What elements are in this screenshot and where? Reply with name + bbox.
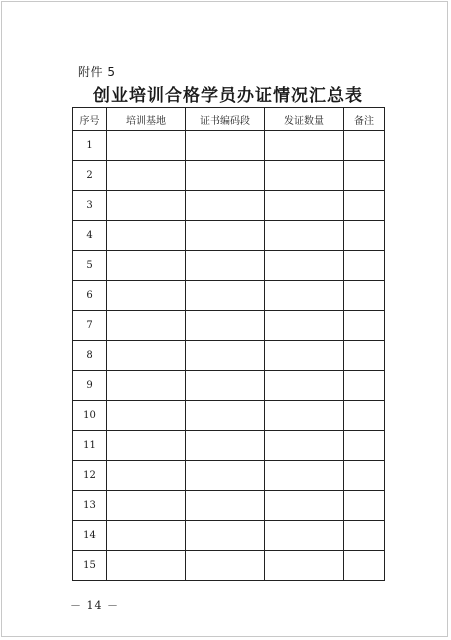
cell-training-base <box>107 221 186 251</box>
cell-cert-range <box>186 551 265 581</box>
table-row <box>73 431 385 461</box>
table-row <box>73 551 385 581</box>
cell-cert-range <box>186 131 265 161</box>
cell-note <box>344 551 385 581</box>
cell-cert-range <box>186 191 265 221</box>
cell-cert-range <box>186 521 265 551</box>
cell-issued-count <box>265 401 344 431</box>
cell-cert-range <box>186 221 265 251</box>
table-row <box>73 251 385 281</box>
cell-training-base <box>107 341 186 371</box>
cell-cert-range <box>186 461 265 491</box>
table-row <box>73 221 385 251</box>
cell-issued-count <box>265 281 344 311</box>
table-row <box>73 191 385 221</box>
cell-issued-count <box>265 551 344 581</box>
cell-note <box>344 521 385 551</box>
cell-training-base <box>107 311 186 341</box>
cell-no: 1 <box>73 131 107 161</box>
cell-issued-count <box>265 221 344 251</box>
table-row <box>73 461 385 491</box>
header-training-base: 培训基地 <box>107 108 186 131</box>
cell-note <box>344 131 385 161</box>
cell-cert-range <box>186 251 265 281</box>
cell-issued-count <box>265 491 344 521</box>
cell-no: 3 <box>73 191 107 221</box>
cell-cert-range <box>186 161 265 191</box>
cell-no: 10 <box>73 401 107 431</box>
cell-training-base <box>107 161 186 191</box>
cell-no: 14 <box>73 521 107 551</box>
cell-note <box>344 191 385 221</box>
summary-table <box>72 107 385 581</box>
cell-no: 4 <box>73 221 107 251</box>
cell-no: 5 <box>73 251 107 281</box>
cell-note <box>344 491 385 521</box>
cell-training-base <box>107 491 186 521</box>
cell-no: 8 <box>73 341 107 371</box>
page-number: － 14 － <box>70 599 119 612</box>
cell-cert-range <box>186 401 265 431</box>
cell-no: 12 <box>73 461 107 491</box>
cell-issued-count <box>265 191 344 221</box>
cell-no: 11 <box>73 431 107 461</box>
cell-note <box>344 221 385 251</box>
cell-issued-count <box>265 341 344 371</box>
cell-note <box>344 401 385 431</box>
cell-cert-range <box>186 371 265 401</box>
cell-cert-range <box>186 281 265 311</box>
table-header-row <box>73 108 385 131</box>
cell-issued-count <box>265 521 344 551</box>
table-row <box>73 281 385 311</box>
cell-no: 15 <box>73 551 107 581</box>
table-row <box>73 401 385 431</box>
cell-training-base <box>107 131 186 161</box>
cell-training-base <box>107 401 186 431</box>
cell-training-base <box>107 281 186 311</box>
table-row <box>73 161 385 191</box>
cell-cert-range <box>186 341 265 371</box>
cell-note <box>344 341 385 371</box>
table-row <box>73 491 385 521</box>
cell-cert-range <box>186 491 265 521</box>
cell-training-base <box>107 521 186 551</box>
header-issued-count: 发证数量 <box>265 108 344 131</box>
cell-issued-count <box>265 131 344 161</box>
cell-note <box>344 161 385 191</box>
cell-issued-count <box>265 251 344 281</box>
cell-issued-count <box>265 311 344 341</box>
cell-note <box>344 461 385 491</box>
table-row <box>73 311 385 341</box>
cell-note <box>344 431 385 461</box>
table-row <box>73 521 385 551</box>
cell-no: 6 <box>73 281 107 311</box>
cell-note <box>344 371 385 401</box>
cell-issued-count <box>265 371 344 401</box>
cell-cert-range <box>186 431 265 461</box>
cell-training-base <box>107 461 186 491</box>
cell-no: 13 <box>73 491 107 521</box>
cell-training-base <box>107 371 186 401</box>
cell-issued-count <box>265 161 344 191</box>
page-title: 创业培训合格学员办证情况汇总表 <box>93 86 363 106</box>
cell-cert-range <box>186 311 265 341</box>
cell-training-base <box>107 431 186 461</box>
cell-note <box>344 281 385 311</box>
header-note: 备注 <box>344 108 385 131</box>
cell-note <box>344 311 385 341</box>
cell-issued-count <box>265 461 344 491</box>
cell-training-base <box>107 551 186 581</box>
cell-no: 2 <box>73 161 107 191</box>
header-no: 序号 <box>73 108 107 131</box>
table-body <box>73 131 385 581</box>
cell-issued-count <box>265 431 344 461</box>
table-row <box>73 371 385 401</box>
table-row <box>73 341 385 371</box>
cell-training-base <box>107 251 186 281</box>
cell-no: 9 <box>73 371 107 401</box>
table-row <box>73 131 385 161</box>
cell-no: 7 <box>73 311 107 341</box>
cell-note <box>344 251 385 281</box>
cell-training-base <box>107 191 186 221</box>
attachment-label: 附件 5 <box>78 65 116 79</box>
header-cert-range: 证书编码段 <box>186 108 265 131</box>
